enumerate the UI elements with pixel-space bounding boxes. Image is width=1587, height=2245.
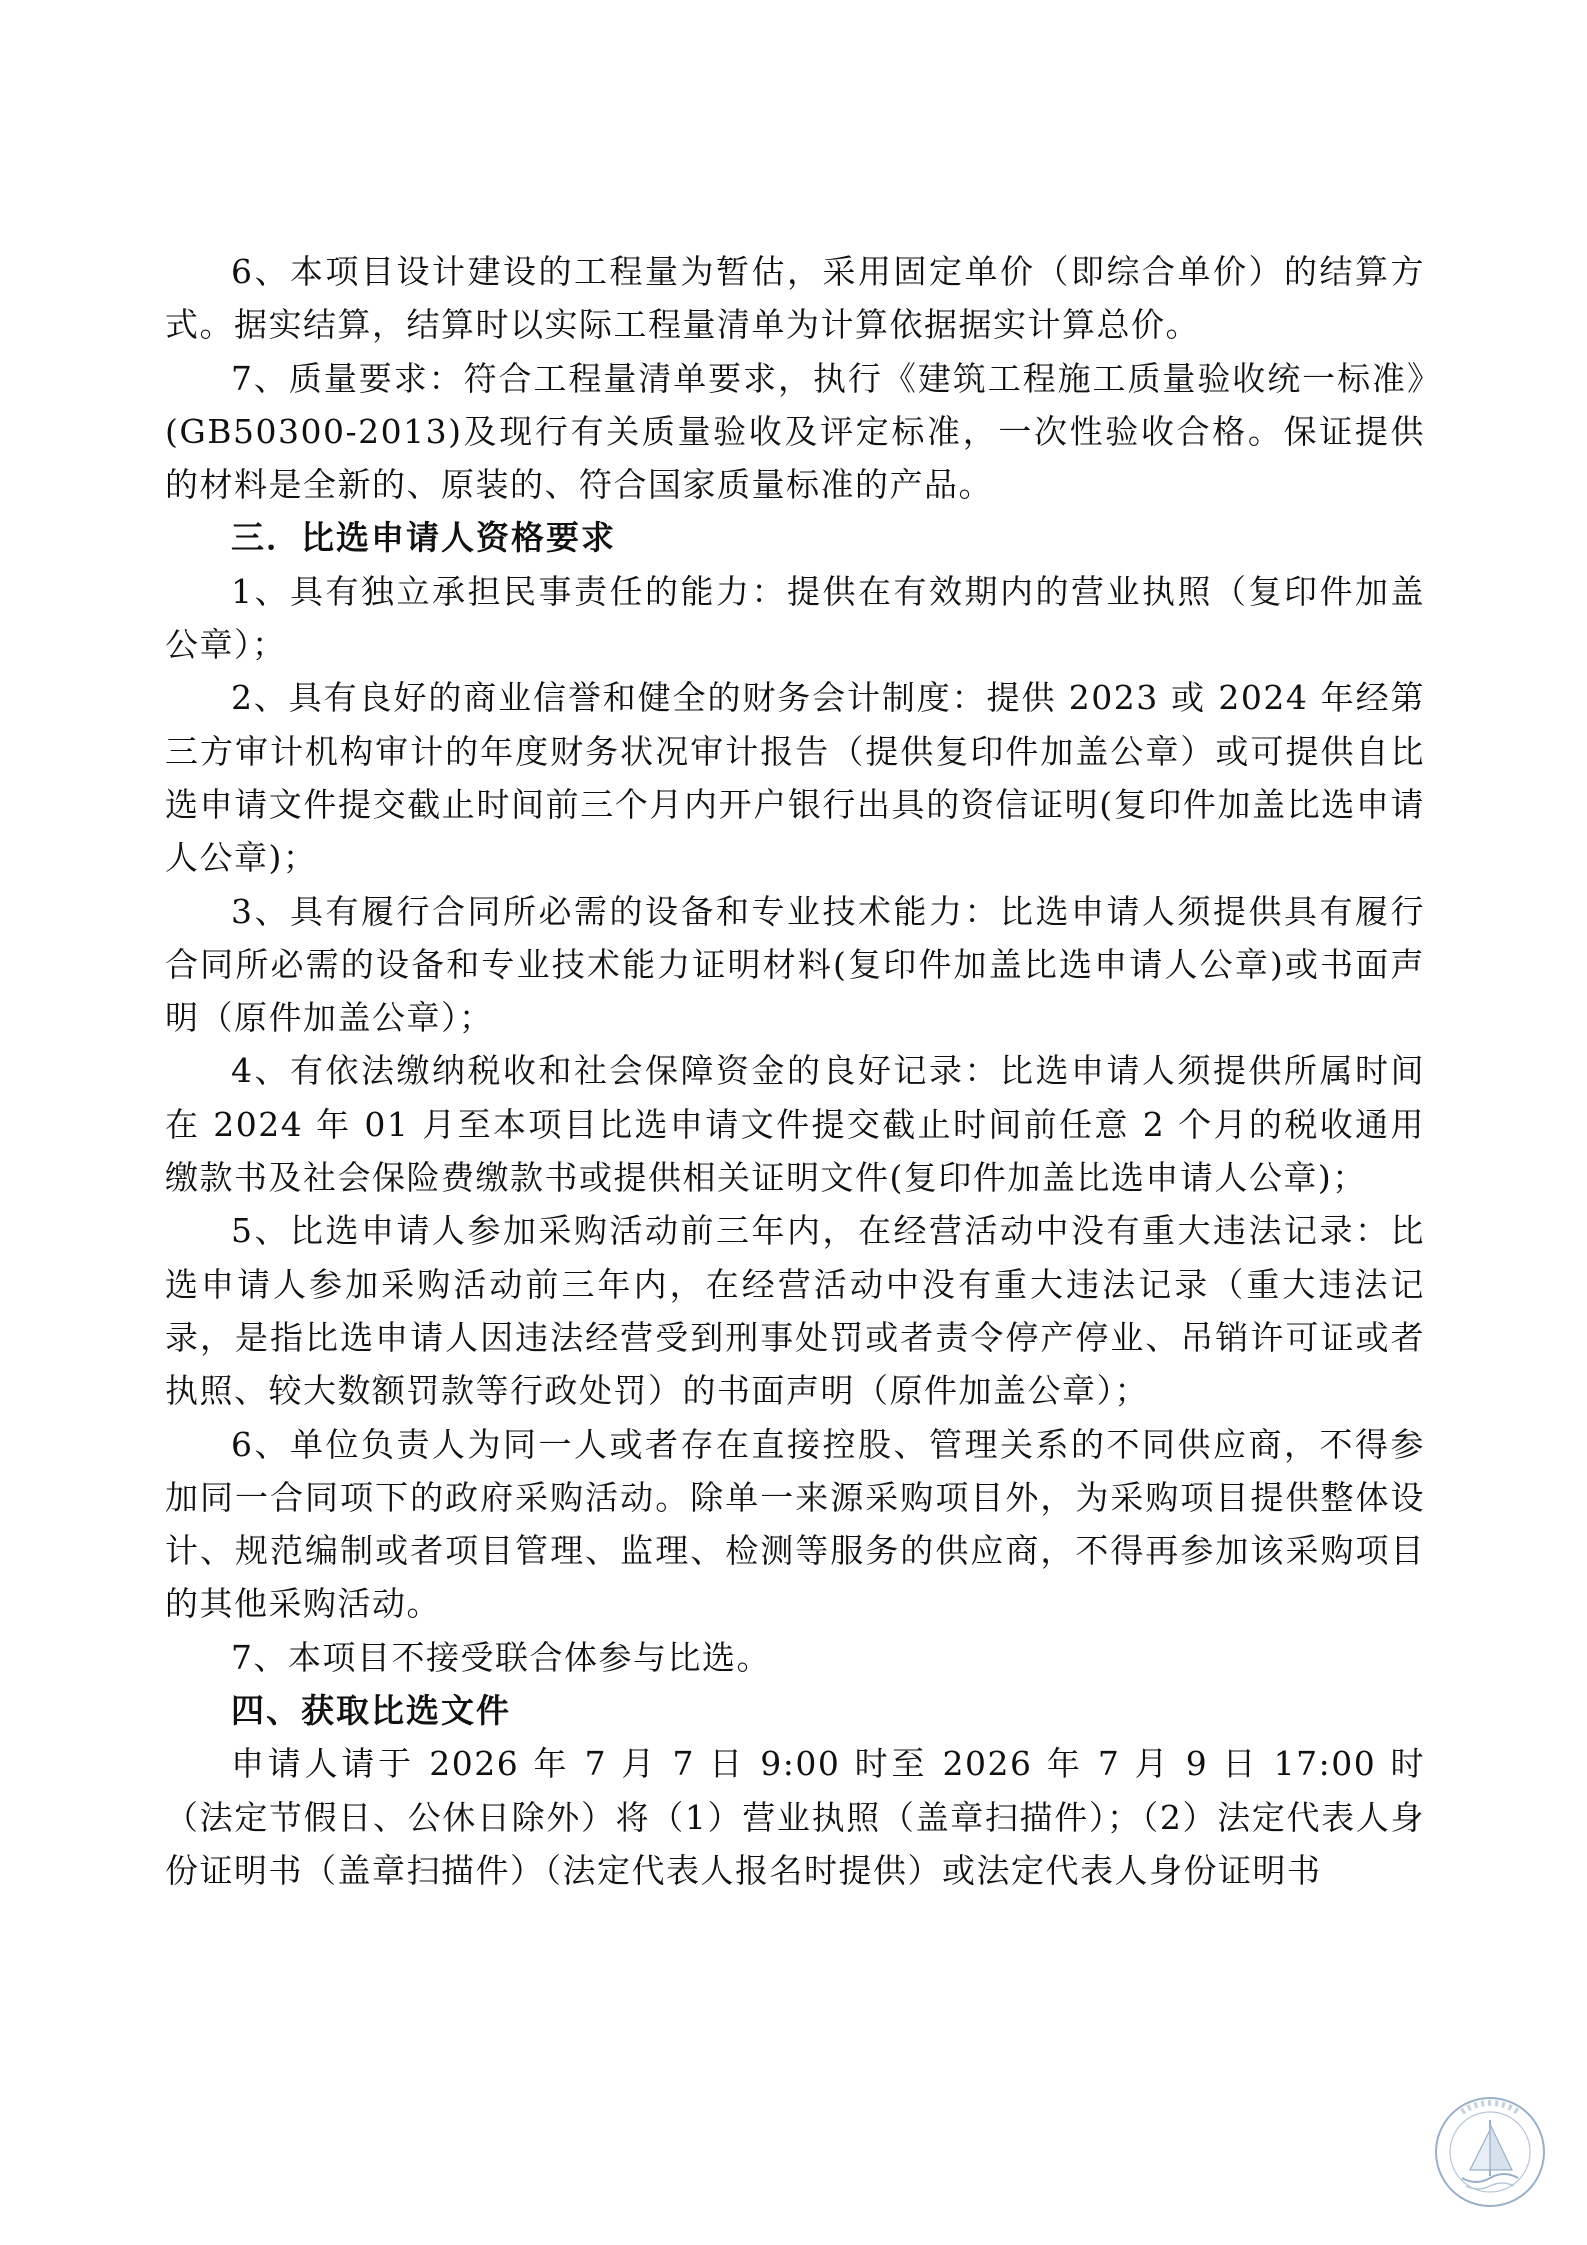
paragraph-qualification-6: 6、单位负责人为同一人或者存在直接控股、管理关系的不同供应商，不得参加同一合同项下的政府采购活动。除单一来源采购项目外，为采购项目提供整体设计、规范编制或者项目管理、监理、检测等服务的供应商，不得再参加该采购项目的其他采购活动。: [165, 1424, 1425, 1624]
paragraph-qualification-2: 2、具有良好的商业信誉和健全的财务会计制度：提供 2023 或 2024 年经第三方审计机构审计的年度财务状况审计报告（提供复印件加盖公章）或可提供自比选申请文件提交截止时间前三个月内开户银行出具的资信证明(复印件加盖比选申请人公章)；: [165, 678, 1425, 878]
paragraph-qualification-1: 1、具有独立承担民事责任的能力：提供在有效期内的营业执照（复印件加盖公章）；: [165, 571, 1425, 665]
paragraph-item-7-quality: 7、质量要求：符合工程量清单要求，执行《建筑工程施工质量验收统一标准》(GB50300-2013)及现行有关质量验收及评定标准，一次性验收合格。保证提供的材料是全新的、原装的、符合国家质量标准的产品。: [165, 358, 1425, 505]
section-heading-qualifications: 三．比选申请人资格要求: [231, 518, 616, 558]
paragraph-qualification-5: 5、比选申请人参加采购活动前三年内，在经营活动中没有重大违法记录：比选申请人参加采购活动前三年内，在经营活动中没有重大违法记录（重大违法记录，是指比选申请人因违法经营受到刑事处罚或者责令停产停业、吊销许可证或者执照、较大数额罚款等行政处罚）的书面声明（原件加盖公章）；: [165, 1211, 1425, 1411]
document-body: [165, 245, 1425, 1897]
paragraph-item-6-settlement: 6、本项目设计建设的工程量为暂估，采用固定单价（即综合单价）的结算方式。据实结算，结算时以实际工程量清单为计算依据据实计算总价。: [165, 252, 1425, 345]
paragraph-obtain-documents: 申请人请于 2026 年 7 月 7 日 9:00 时至 2026 年 7 月 9 日 17:00 时（法定节假日、公休日除外）将（1）营业执照（盖章扫描件）；（2）法定代表人身份证明书（盖章扫描件）（法定代表人报名时提供）或法定代表人身份证明书: [165, 1744, 1425, 1890]
paragraph-qualification-4: 4、有依法缴纳税收和社会保障资金的良好记录：比选申请人须提供所属时间在 2024 年 01 月至本项目比选申请文件提交截止时间前任意 2 个月的税收通用缴款书及社会保险费缴款书或提供相关证明文件(复印件加盖比选申请人公章)；: [165, 1051, 1425, 1198]
paragraph-qualification-7: 7、本项目不接受联合体参与比选。: [231, 1637, 771, 1677]
section-heading-obtain-documents: 四、获取比选文件: [231, 1691, 511, 1731]
university-seal-icon: [1432, 2094, 1548, 2210]
paragraph-qualification-3: 3、具有履行合同所必需的设备和专业技术能力：比选申请人须提供具有履行合同所必需的设备和专业技术能力证明材料(复印件加盖比选申请人公章)或书面声明（原件加盖公章）；: [165, 891, 1425, 1038]
